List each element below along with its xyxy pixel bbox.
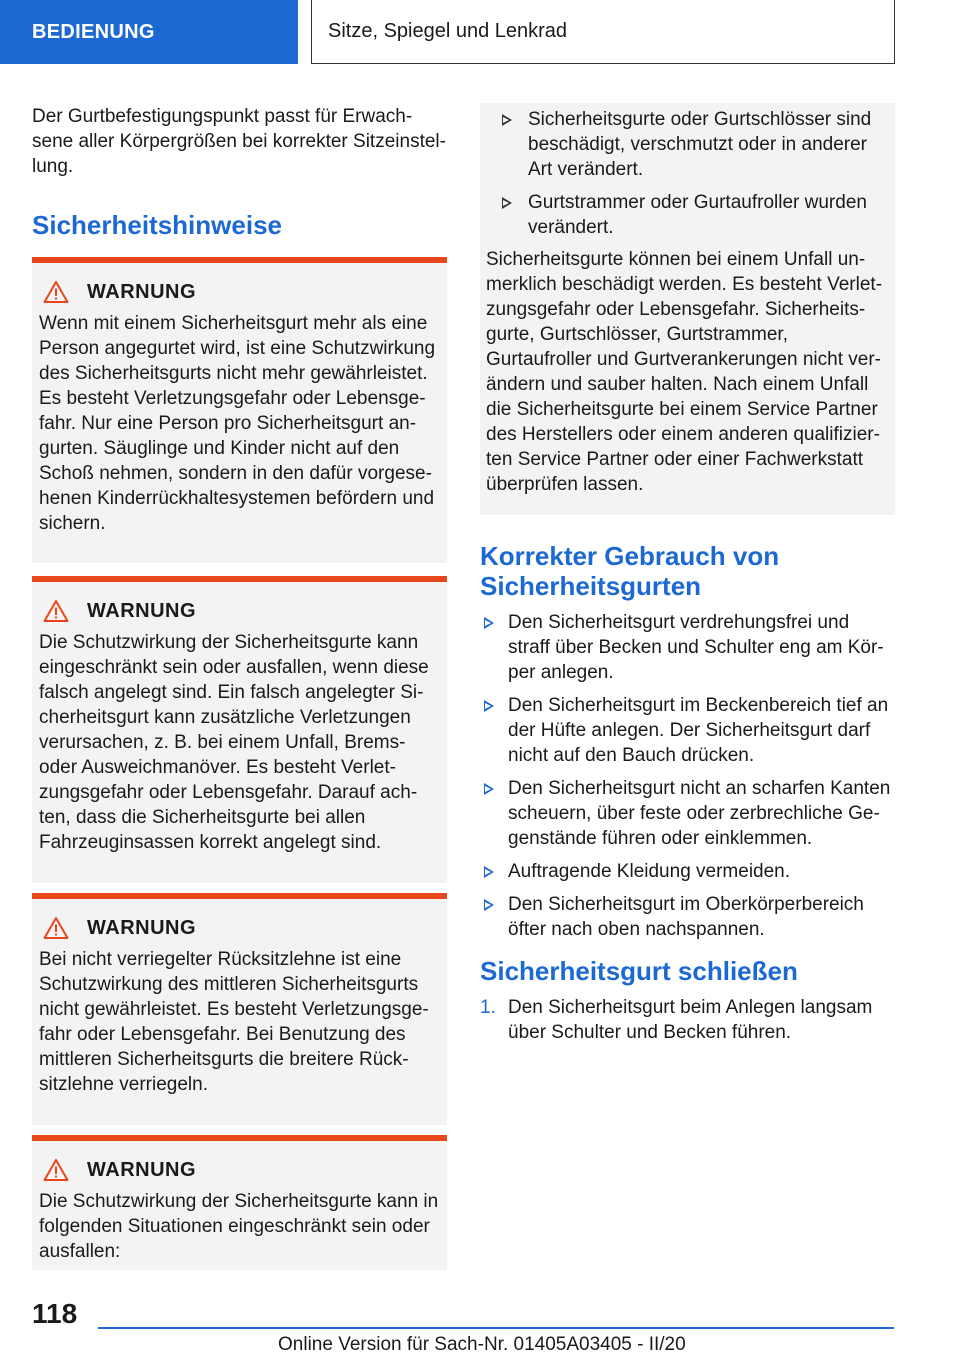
section-tab[interactable] — [0, 0, 298, 64]
steps-list — [480, 995, 895, 1045]
section-heading: Sicherheitsgurt schließen — [480, 956, 798, 986]
warning-triangle-icon — [43, 916, 69, 940]
warning-text: Wenn mit einem Sicherheitsgurt mehr als eine Person angegurtet wird, ist eine Schutzwirkung des Sicherheitsgurts nicht mehr gewährleistet. Es besteht Verletzungsgefahr oder Lebensgefahr. Nur eine Person pro Sicherheitsgurt angurten. Säuglinge und Kinder nicht auf den Schoß nehmen, sondern in den dafür vorgesehenen Kinderrückhaltesystemen befördern und sichern. — [39, 313, 436, 534]
warning-title: WARNUNG — [87, 1158, 197, 1181]
list-item: Den Sicherheitsgurt verdrehungsfrei und straff über Becken und Schulter eng am Körper anlegen. — [480, 610, 895, 685]
intro-paragraph: Der Gurtbefestigungspunkt passt für Erwachsene aller Körpergrößen bei korrekter Sitzeinstellung. — [32, 106, 446, 177]
warning-title: WARNUNG — [87, 599, 197, 622]
chapter-header — [311, 0, 895, 64]
footer-version-text: Online Version für Sach-Nr. 01405A03405 - II/20 — [278, 1334, 686, 1355]
list-item: Den Sicherheitsgurt im Oberkörperbereich öfter nach oben nachspannen. — [480, 892, 895, 942]
list-item: Gurtstrammer oder Gurtaufroller wurden verändert. — [498, 190, 887, 240]
warning-triangle-icon — [43, 599, 69, 623]
bullet-triangle-icon — [502, 197, 512, 209]
right-column — [480, 103, 895, 1053]
warning-text: Bei nicht verriegelter Rücksitzlehne ist eine Schutzwirkung des mittleren Sicherheitsgurts nicht gewährleistet. Es besteht Verletzungsgefahr oder Lebensgefahr. Bei Benutzung des mittleren Sicherheitsgurts die breitere Rücksitzlehne verriegeln. — [39, 949, 429, 1095]
bullet-triangle-icon — [502, 114, 512, 126]
warning-box — [32, 893, 447, 1125]
warning-triangle-icon — [43, 1158, 69, 1182]
page-number: 118 — [32, 1298, 78, 1329]
warning-continuation-text: Sicherheitsgurte können bei einem Unfall unmerklich beschädigt werden. Es besteht Verletzungsgefahr oder Lebensgefahr. Sicherheitsgurte, Gurtschlösser, Gurtstrammer, Gurtaufroller und Gurtverankerungen nicht verändern und sauber halten. Nach einem Unfall die Sicherheitsgurte bei einem Service Partner des Herstellers oder einem anderen qualifizierten Service Partner oder einer Fachwerkstatt überprüfen lassen. — [486, 249, 883, 495]
usage-list — [480, 610, 895, 942]
section-heading: Korrekter Gebrauch von Sicherheitsgurten — [480, 541, 780, 601]
left-column — [32, 96, 447, 1270]
chapter-title: Sitze, Spiegel und Lenkrad — [328, 20, 568, 42]
list-item: Den Sicherheitsgurt nicht an scharfen Kanten scheuern, über feste oder zerbrechliche Gegenstände führen oder einklemmen. — [480, 776, 895, 851]
warning-box — [32, 576, 447, 883]
warning-text: Die Schutzwirkung der Sicherheitsgurte kann in folgenden Situationen eingeschränkt sein oder ausfallen: — [39, 1191, 439, 1262]
bullet-triangle-icon — [484, 899, 494, 911]
section-label: BEDIENUNG — [32, 20, 155, 43]
step-number: 1. — [480, 997, 496, 1018]
warning-title: WARNUNG — [87, 280, 197, 303]
warning-box — [32, 1135, 447, 1270]
warning-triangle-icon — [43, 280, 69, 304]
list-item: Auftragende Kleidung vermeiden. — [480, 859, 895, 884]
warning-title: WARNUNG — [87, 916, 197, 939]
footer-divider — [98, 1327, 894, 1329]
warning-box — [32, 257, 447, 563]
list-item: Den Sicherheitsgurt im Beckenbereich tief an der Hüfte anlegen. Der Sicherheitsgurt darf nicht auf den Bauch drücken. — [480, 693, 895, 768]
bullet-triangle-icon — [484, 700, 494, 712]
bullet-triangle-icon — [484, 783, 494, 795]
bullet-triangle-icon — [484, 866, 494, 878]
warning-continuation-box — [480, 103, 895, 515]
section-heading: Sicherheitshinweise — [32, 210, 282, 240]
list-item: Sicherheitsgurte oder Gurtschlösser sind beschädigt, verschmutzt oder in anderer Art verändert. — [498, 107, 887, 182]
step-item: 1. Den Sicherheitsgurt beim Anlegen langsam über Schulter und Becken führen. — [480, 997, 873, 1043]
bullet-triangle-icon — [484, 617, 494, 629]
warning-text: Die Schutzwirkung der Sicherheitsgurte kann eingeschränkt sein oder ausfallen, wenn diese falsch angelegt sind. Ein falsch angelegter Sicherheitsgurt kann zusätzliche Verletzungen verursachen, z. B. bei einem Unfall, Brems- oder Ausweichmanöver. Es besteht Verletzungsgefahr oder Lebensgefahr. Darauf achten, dass die Sicherheitsgurte bei allen Fahrzeuginsassen korrekt angelegt sind. — [39, 632, 429, 853]
